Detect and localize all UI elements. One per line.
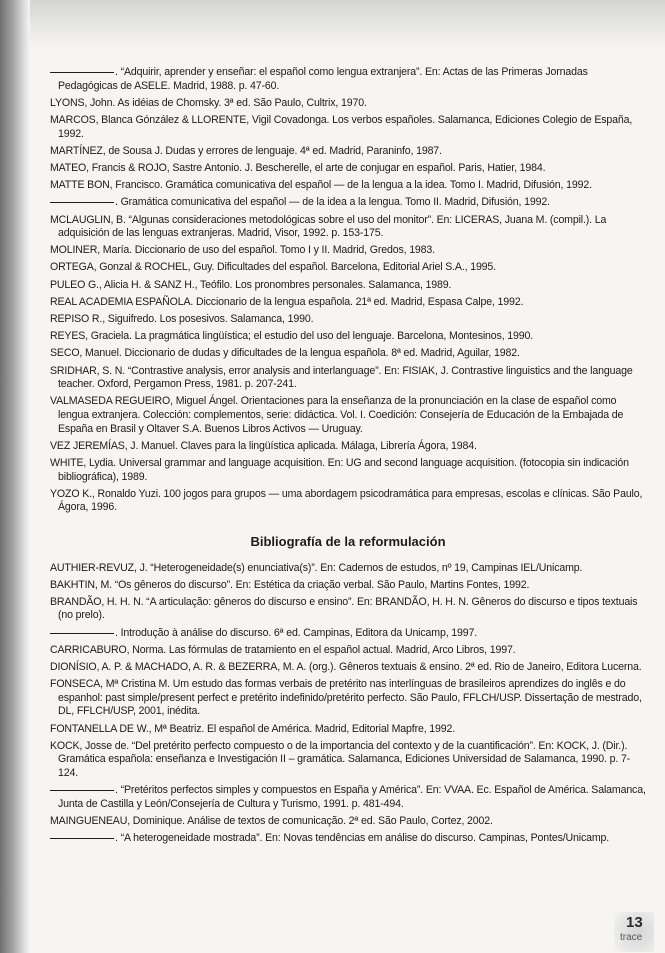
bibliography-entry — [50, 196, 646, 210]
bibliography-entry — [50, 114, 646, 141]
entry-text: CARRICABURO, Norma. Las fórmulas de tratamiento en el español actual. Madrid, Arco Libros, 1997. — [50, 643, 516, 656]
entry-text: . Introdução à análise do discurso. 6ª ed. Campinas, Editora da Unicamp, 1997. — [115, 626, 478, 639]
entry-text: MARCOS, Blanca Gónzález & LLORENTE, Vigil Covadonga. Los verbos españoles. Salamanca, Ediciones Colegio de España, 1992. — [50, 113, 633, 140]
bibliography-entry — [50, 279, 646, 293]
repeat-author-dash — [50, 202, 114, 203]
bibliography-entry — [50, 179, 646, 193]
book-spine-shadow — [0, 0, 30, 953]
entry-text: MCLAUGLIN, B. “Algunas consideraciones metodológicas sobre el uso del monitor”. En: LICERAS, Juana M. (compil.). La adquisición de las lenguas extranjeras. Madrid, Visor, 1992. p. 153-175. — [50, 213, 607, 240]
entry-text: DIONÍSIO, A. P. & MACHADO, A. R. & BEZERRA, M. A. (org.). Gêneros textuais & ensino. 2ª ed. Rio de Janeiro, Editora Lucerna. — [50, 661, 642, 674]
entry-text: SECO, Manuel. Diccionario de dudas y dificultades de la lengua española. 8ª ed. Madrid, Aguilar, 1982. — [50, 347, 520, 360]
entry-text: PULEO G., Alicia H. & SANZ H., Teófilo. Los pronombres personales. Salamanca, 1989. — [50, 278, 452, 291]
entry-text: MARTÍNEZ, de Sousa J. Dudas y errores de lenguaje. 4ª ed. Madrid, Paraninfo, 1987. — [50, 144, 442, 157]
entry-text: WHITE, Lydia. Universal grammar and language acquisition. En: UG and second language acquisition. (fotocopia sin indicación bibliográfica), 1989. — [50, 456, 629, 483]
entry-text: FONTANELLA DE W., Mª Beatriz. El español de América. Madrid, Editorial Mapfre, 1992. — [50, 722, 456, 735]
bibliography-entry — [50, 440, 646, 454]
entry-text: REAL ACADEMIA ESPAÑOLA. Diccionario de la lengua española. 21ª ed. Madrid, Espasa Calpe, 1992. — [50, 295, 524, 308]
bibliography-entry — [50, 214, 646, 241]
bibliography-entry — [50, 562, 646, 576]
bibliography-entry — [50, 596, 646, 623]
page-number-badge — [614, 912, 654, 952]
bibliography-entry — [50, 244, 646, 258]
entry-text: . “Pretéritos perfectos simples y compuestos en España y América”. En: VVAA. Ec. Español de América. Salamanca, Junta de Castilla y León/Consejería de Cultura y Turismo, 1991. p. 481-494. — [58, 784, 646, 810]
repeat-author-dash — [50, 72, 114, 73]
entry-text: BRANDÃO, H. H. N. “A articulação: gêneros do discurso e ensino”. En: BRANDÃO, H. H. N. Gêneros do discurso e tipos textuais (no prelo). — [50, 595, 638, 622]
bibliography-page — [50, 66, 646, 849]
bibliography-list — [50, 66, 646, 515]
repeat-author-dash — [50, 790, 114, 791]
entry-text: REPISO R., Siguifredo. Los posesivos. Salamanca, 1990. — [50, 313, 314, 326]
entry-text: KOCK, Josse de. “Del pretérito perfecto compuesto o de la importancia del contexto y de la cuantificación”. En: KOCK, J. (Dir.). Gramática española: enseñanza e Investigación II – gramática. Salamanca, Ediciones Universidad de Salamanca, 1990. p. 7-124. — [50, 739, 631, 779]
bibliography-entry — [50, 815, 646, 829]
entry-text: BAKHTIN, M. “Os gêneros do discurso”. En: Estética da criação verbal. São Paulo, Martins Fontes, 1992. — [50, 578, 530, 591]
entry-text: LYONS, John. As idéias de Chomsky. 3ª ed. São Paulo, Cultrix, 1970. — [50, 96, 367, 109]
entry-text: VALMASEDA REGUEIRO, Miguel Ángel. Orientaciones para la enseñanza de la pronunciación en la clase de español como lengua extranjera. Colección: complementos, serie: didáctica. Vol. I. Coedición: Consejería de Educación de la Embajada de España en Brasil y Oltaver S.A. Buenos Libros Activos — Uruguay. — [50, 395, 624, 435]
bibliography-entry — [50, 66, 646, 93]
entry-text: SRIDHAR, S. N. “Contrastive analysis, error analysis and interlanguage”. En: FISIAK, J. Contrastive linguistics and the language teacher. Oxford, Pergamon Press, 1981. p. 207-241. — [50, 364, 633, 391]
bibliography-entry — [50, 97, 646, 111]
bibliography-entry — [50, 740, 646, 781]
publisher-mark: trace — [620, 932, 643, 943]
bibliography-entry — [50, 145, 646, 159]
bibliography-entry — [50, 579, 646, 593]
bibliography-entry — [50, 627, 646, 641]
bibliography-entry — [50, 261, 646, 275]
bibliography-entry — [50, 296, 646, 310]
section-heading: Bibliografía de la reformulación — [250, 533, 446, 549]
bibliography-entry — [50, 832, 646, 846]
bibliography-entry — [50, 488, 646, 515]
entry-text: ORTEGA, Gonzal & ROCHEL, Guy. Dificultades del español. Barcelona, Editorial Ariel S.A., 1995. — [50, 261, 496, 274]
bibliography-entry — [50, 678, 646, 719]
bibliography-entry — [50, 313, 646, 327]
entry-text: . Gramática comunicativa del español — de la idea a la lengua. Tomo II. Madrid, Difusión, 1992. — [115, 196, 550, 209]
entry-text: YOZO K., Ronaldo Yuzi. 100 jogos para grupos — uma abordagem psicodramática para empresas, escolas e clínicas. São Paulo, Ágora, 1996. — [50, 487, 643, 514]
entry-text: . “A heterogeneidade mostrada”. En: Novas tendências em análise do discurso. Campinas, Pontes/Unicamp. — [115, 832, 610, 845]
page-number: 13 — [626, 914, 643, 931]
bibliography-entry — [50, 644, 646, 658]
reformulation-bibliography-list — [50, 562, 646, 846]
repeat-author-dash — [50, 838, 114, 839]
bibliography-entry — [50, 784, 646, 811]
bibliography-entry — [50, 661, 646, 675]
page-top-shadow — [0, 0, 665, 48]
entry-text: . “Adquirir, aprender y enseñar: el español como lengua extranjera”. En: Actas de las Primeras Jornadas Pedagógicas de ASELE. Madrid, 1988. p. 47-60. — [58, 66, 588, 92]
bibliography-entry — [50, 457, 646, 484]
bibliography-entry — [50, 162, 646, 176]
entry-text: REYES, Graciela. La pragmática lingüística; el estudio del uso del lenguaje. Barcelona, Montesinos, 1990. — [50, 330, 534, 343]
entry-text: AUTHIER-REVUZ, J. “Heterogeneidade(s) enunciativa(s)”. En: Cadernos de estudos, nº 19, Campinas IEL/Unicamp. — [50, 561, 583, 574]
bibliography-entry — [50, 365, 646, 392]
bibliography-entry — [50, 330, 646, 344]
bibliography-entry — [50, 723, 646, 737]
entry-text: MATTE BON, Francisco. Gramática comunicativa del español — de la lengua a la idea. Tomo I. Madrid, Difusión, 1992. — [50, 179, 592, 192]
repeat-author-dash — [50, 633, 114, 634]
bibliography-entry — [50, 395, 646, 436]
entry-text: VEZ JEREMÍAS, J. Manuel. Claves para la lingüística aplicada. Málaga, Librería Ágora, 1984. — [50, 439, 477, 452]
entry-text: MAINGUENEAU, Dominique. Análise de textos de comunicação. 2ª ed. São Paulo, Cortez, 2002. — [50, 814, 493, 827]
entry-text: MOLINER, María. Diccionario de uso del español. Tomo I y II. Madrid, Gredos, 1983. — [50, 244, 435, 257]
bibliography-entry — [50, 347, 646, 361]
entry-text: MATEO, Francis & ROJO, Sastre Antonio. J. Bescherelle, el arte de conjugar en español. Paris, Hatier, 1984. — [50, 161, 546, 174]
entry-text: FONSECA, Mª Cristina M. Um estudo das formas verbais de pretérito nas interlínguas de brasileiros aprendizes do inglês e do espanhol: past simple/present perfect e pretérito indefinido/pretérito perfecto. São Paulo, FFLCH/USP. Dissertação de mestrado, DL, FFLCH/USP, 2001, inédita. — [50, 678, 642, 718]
